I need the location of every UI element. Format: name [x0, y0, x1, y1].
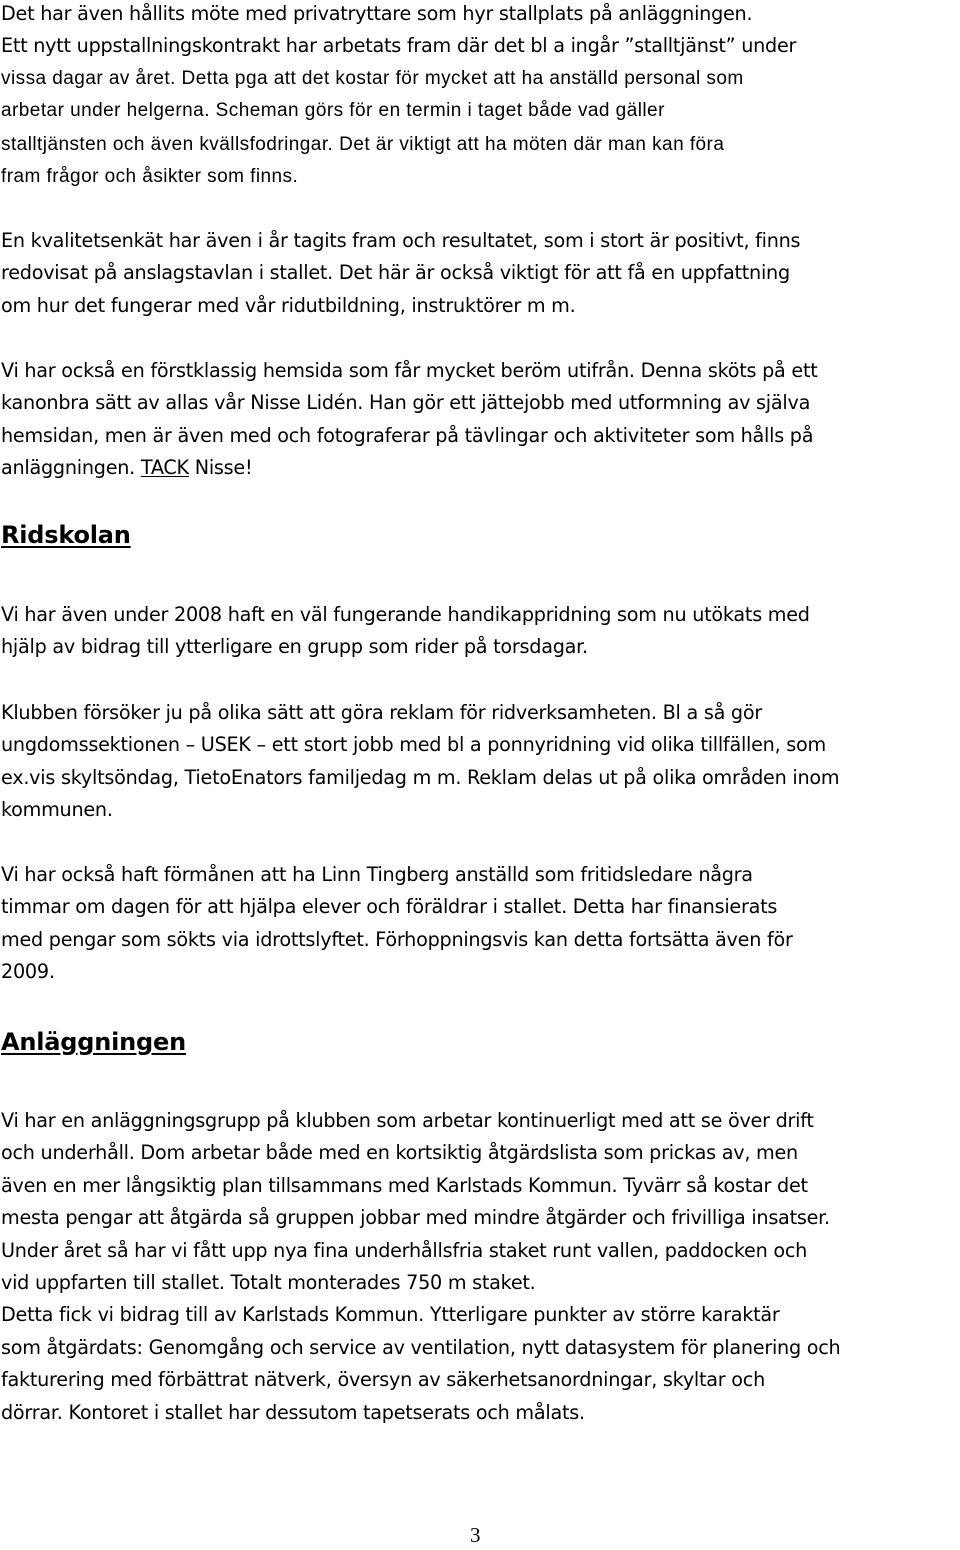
text-line: Vi har också en förstklassig hemsida som får mycket beröm utifrån. Denna sköts på ett	[1, 359, 818, 382]
text-line	[1, 128, 956, 161]
text-line: Detta fick vi bidrag till av Karlstads Kommun. Ytterligare punkter av större karaktär	[1, 1303, 780, 1327]
text-line: Vi har också haft förmånen att ha Linn Tingberg anställd som fritidsledare några	[1, 863, 753, 886]
text-line: Vi har även under 2008 haft en väl fungerande handikappridning som nu utökats med	[1, 603, 810, 626]
text-line: Klubben försöker ju på olika sätt att göra reklam för ridverksamheten. Bl a så gör	[1, 701, 762, 724]
text-line: En kvalitetsenkät har även i år tagits fram och resultatet, som i stort är positivt, finns	[1, 229, 801, 252]
text-line: Det har även hållits möte med privatryttare som hyr stallplats på anläggningen.	[1, 2, 753, 25]
text-line: 2009.	[1, 960, 55, 984]
text-line: som åtgärdats: Genomgång och service av ventilation, nytt datasystem för planering och	[1, 1335, 841, 1359]
tack-underlined: TACK	[140, 456, 189, 480]
text-line: mesta pengar att åtgärda så gruppen jobbar med mindre åtgärder och frivilliga insatser.	[1, 1206, 830, 1230]
text-line: Under året så har vi fått upp nya fina underhållsfria staket runt vallen, paddocken och	[1, 1238, 808, 1262]
text-segment: anläggningen.	[1, 456, 136, 480]
text-line: även en mer långsiktig plan tillsammans med Karlstads Kommun. Tyvärr så kostar det	[1, 1173, 808, 1197]
text-line: timmar om dagen för att hjälpa elever och föräldrar i stallet. Detta har finansierats	[1, 895, 778, 919]
paragraph-privatryttare	[1, 0, 956, 193]
text-line: hemsidan, men är även med och fotograferar på tävlingar och aktiviteter som hålls på	[1, 423, 814, 447]
text-line: kanonbra sätt av allas vår Nisse Lidén. Han gör ett jättejobb med utformning av själva	[1, 391, 811, 415]
text-line: dörrar. Kontoret i stallet har dessutom tapetserats och målats.	[1, 1400, 585, 1424]
text-line: Vi har en anläggningsgrupp på klubben som arbetar kontinuerligt med att se över drift	[1, 1109, 814, 1132]
text-line: arbetar under helgerna. Scheman görs för en termin i taget både vad gäller	[1, 100, 665, 122]
text-line	[1, 452, 956, 484]
text-line: vissa dagar av året. Detta pga att det kostar för mycket att ha anställd personal som	[1, 67, 744, 89]
heading-ridskolan: Ridskolan	[1, 521, 131, 549]
text-line: kommunen.	[1, 798, 113, 822]
text-line: fakturering med förbättrat nätverk, översyn av säkerhetsanordningar, skyltar och	[1, 1368, 765, 1392]
text-line: ungdomssektionen – USEK – ett stort jobb med bl a ponnyridning vid olika tillfällen, som	[1, 733, 826, 757]
paragraph-hemsida	[1, 355, 956, 485]
text-line: vid uppfarten till stallet. Totalt monterades 750 m staket.	[1, 1271, 536, 1295]
text-line: och underhåll. Dom arbetar både med en kortsiktig åtgärdslista som prickas av, men	[1, 1141, 798, 1165]
heading-anlaggningen: Anläggningen	[1, 1028, 186, 1056]
text-line: fram frågor och åsikter som finns.	[1, 166, 299, 188]
text-line: ex.vis skyltsöndag, TietoEnators familjedag m m. Reklam delas ut på olika områden inom	[1, 765, 840, 789]
text-segment: Nisse!	[194, 456, 253, 480]
text-segment: Det är viktigt att ha möten där man kan föra	[339, 133, 725, 155]
text-line: hjälp av bidrag till ytterligare en grupp som rider på torsdagar.	[1, 635, 588, 659]
paragraph-reklam	[1, 697, 956, 827]
page-number: 3	[470, 1523, 481, 1547]
text-segment: stalltjänsten och även kvällsfodringar.	[1, 133, 334, 155]
text-line: redovisat på anslagstavlan i stallet. Det här är också viktigt för att få en uppfattning	[1, 261, 790, 285]
paragraph-anlaggningsgrupp	[1, 1105, 956, 1429]
paragraph-kvalitetsenkat	[1, 225, 956, 322]
paragraph-handikappridning	[1, 599, 956, 664]
text-line: Ett nytt uppstallningskontrakt har arbetats fram där det bl a ingår ”stalltjänst” under	[1, 34, 797, 58]
text-line: om hur det fungerar med vår ridutbildning, instruktörer m m.	[1, 293, 576, 317]
text-line: med pengar som sökts via idrottslyftet. Förhoppningsvis kan detta fortsätta även för	[1, 927, 793, 951]
paragraph-fritidsledare	[1, 859, 956, 989]
